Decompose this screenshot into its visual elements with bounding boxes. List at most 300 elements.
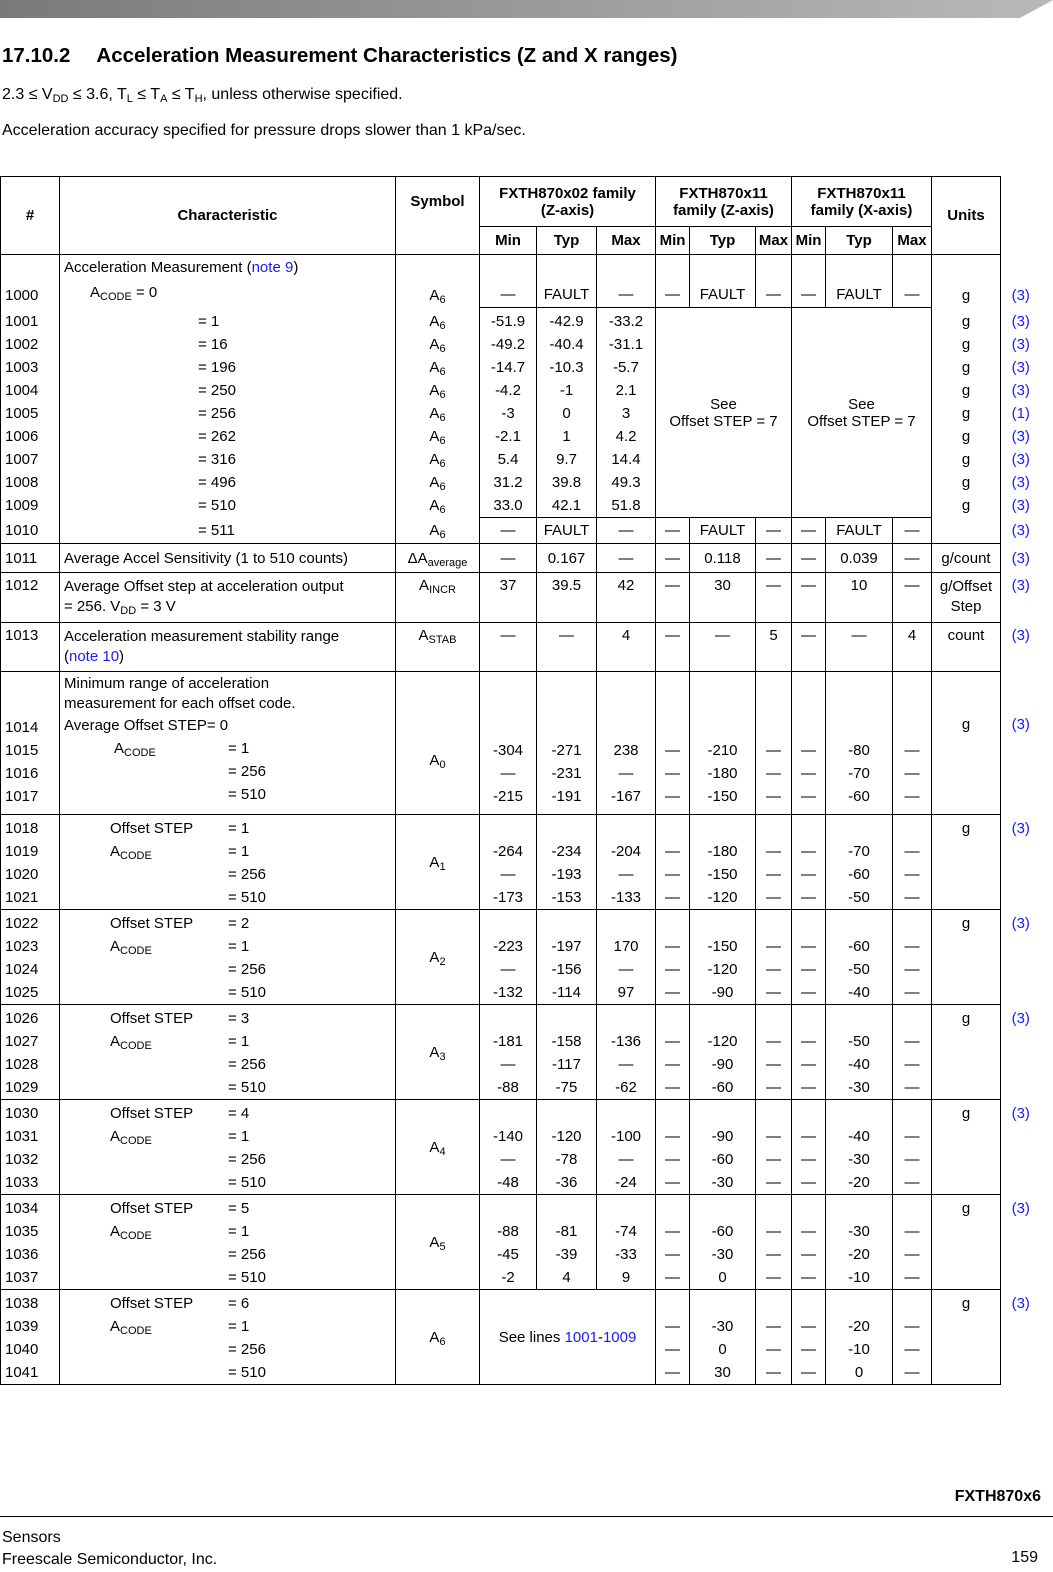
- text: A: [429, 948, 440, 966]
- characteristic: [60, 815, 396, 910]
- cell: = 250: [198, 381, 236, 399]
- text: = 5: [228, 1200, 250, 1217]
- cond-sub: DD: [52, 93, 69, 105]
- text: 6: [439, 293, 446, 306]
- cell: -60: [848, 866, 870, 883]
- row-number: 1040: [5, 1341, 39, 1358]
- cell: 51.8: [611, 497, 641, 514]
- cell: -33: [615, 1246, 637, 1263]
- text: 6: [439, 342, 446, 355]
- cell: -40: [848, 984, 870, 1001]
- cell: -90: [711, 1056, 734, 1073]
- max-col: [597, 672, 656, 815]
- cell: —: [766, 1151, 781, 1168]
- ref-link[interactable]: (3): [1011, 381, 1030, 399]
- text: A: [429, 381, 440, 399]
- ref-link[interactable]: (3): [1011, 1199, 1030, 1217]
- max-col: [893, 815, 932, 910]
- cell: —: [618, 1151, 634, 1168]
- cell: —: [904, 1151, 920, 1168]
- cell: 1001: [5, 312, 39, 330]
- cond-text: ≤ 3.6, T: [68, 86, 127, 103]
- cell: 1: [562, 428, 571, 445]
- cell: g: [961, 358, 971, 376]
- text: 6: [439, 1335, 446, 1348]
- max-col: [893, 1290, 932, 1385]
- cell: -191: [551, 788, 582, 805]
- cell: -60: [711, 1223, 734, 1240]
- header-min: Min: [792, 227, 826, 255]
- cond-text: 2.3 ≤ V: [2, 86, 53, 103]
- text: 0: [439, 759, 446, 771]
- text: 5: [439, 1240, 446, 1253]
- row-number: 1039: [5, 1318, 39, 1335]
- cell: —: [904, 1033, 920, 1050]
- text: CODE: [100, 291, 132, 303]
- ref-link[interactable]: (3): [1011, 312, 1030, 330]
- cell: 14.4: [611, 451, 641, 468]
- cell: 9.7: [556, 451, 577, 468]
- cell: 30: [714, 1364, 731, 1381]
- max-col: [756, 815, 792, 910]
- typ-col: [826, 1100, 893, 1195]
- characteristics-table: [0, 176, 1041, 1385]
- cell: -5.7: [613, 359, 639, 376]
- cell: —: [665, 866, 680, 883]
- offset-step: [60, 1102, 395, 1125]
- text: A: [110, 1128, 121, 1145]
- text: A: [418, 627, 429, 644]
- cell: —: [656, 573, 690, 623]
- cell: = 256: [198, 404, 236, 422]
- text: = 256. V: [64, 598, 121, 615]
- cell: —: [766, 742, 781, 759]
- see-offset-z: [656, 308, 792, 518]
- symbol: [396, 672, 480, 815]
- cell: -30: [711, 1246, 734, 1263]
- cell: 97: [617, 984, 635, 1001]
- text: A: [114, 740, 125, 757]
- text: A: [429, 335, 440, 353]
- cell: —: [480, 255, 537, 308]
- cell: —: [766, 866, 781, 883]
- text: CODE: [120, 945, 152, 957]
- code-block: [60, 935, 395, 1004]
- table-row-group: [1, 1195, 1041, 1290]
- symbol: [396, 910, 480, 1005]
- max-col: [893, 1005, 932, 1100]
- header-symbol: Symbol: [396, 177, 480, 227]
- unit: count: [932, 623, 1001, 672]
- cell: —: [618, 961, 634, 978]
- row-number: 1021: [5, 889, 39, 906]
- min-col: [792, 1100, 826, 1195]
- cell: —: [766, 843, 781, 860]
- row-number: 1036: [5, 1246, 39, 1263]
- row-number: 1034: [5, 1200, 39, 1217]
- cell: FAULT: [690, 255, 756, 308]
- text: ): [119, 648, 125, 665]
- symbol: [396, 1195, 480, 1290]
- cell: -215: [492, 788, 524, 805]
- cell: FAULT: [826, 255, 893, 308]
- cell: —: [766, 1174, 781, 1191]
- cell: -14.7: [490, 359, 526, 376]
- cell: —: [766, 1269, 781, 1286]
- header-max: Max: [597, 227, 656, 255]
- text: = 510: [228, 1364, 266, 1381]
- cell: —: [656, 255, 690, 308]
- characteristic: [60, 623, 396, 672]
- ref-link[interactable]: (3): [1011, 914, 1030, 932]
- text: = 4: [228, 1105, 250, 1122]
- header-typ: Typ: [690, 227, 756, 255]
- cond-sub: L: [126, 93, 133, 105]
- cell: —: [500, 866, 516, 883]
- row-number: 1033: [5, 1174, 39, 1191]
- cell: = 16: [198, 335, 228, 353]
- cell: —: [904, 1269, 920, 1286]
- cell: -40: [848, 1128, 870, 1145]
- min-col: [656, 1005, 690, 1100]
- cell: -234: [551, 843, 582, 860]
- min-col: [792, 1290, 826, 1385]
- max-col: [893, 1100, 932, 1195]
- text: Offset STEP = 7: [807, 412, 916, 430]
- text: DD: [120, 605, 137, 617]
- cell: —: [766, 788, 781, 805]
- note-10-link[interactable]: note 10: [69, 648, 120, 665]
- cell: —: [665, 984, 680, 1001]
- text: CODE: [120, 1135, 152, 1147]
- table-row: [1, 518, 1041, 544]
- symbol: [396, 310, 479, 333]
- row-number: 1010: [1, 518, 60, 544]
- cell: —: [618, 765, 634, 782]
- cell: -10: [848, 1341, 870, 1358]
- accuracy-note: Acceleration accuracy specified for pressure drops slower than 1 kPa/sec.: [2, 122, 526, 139]
- text: g/Offset: [939, 578, 993, 595]
- cell: -75: [555, 1079, 578, 1096]
- cell: —: [665, 1151, 680, 1168]
- cell: = 510: [198, 496, 236, 514]
- acode-label: [60, 935, 152, 958]
- text: = 3 V: [136, 598, 176, 615]
- ref-link[interactable]: (3): [1011, 450, 1030, 468]
- characteristic: [60, 1290, 396, 1385]
- text: 6: [439, 319, 446, 332]
- cell: g: [961, 381, 971, 399]
- text: = 1: [228, 843, 250, 860]
- cell: -50: [848, 889, 870, 906]
- text: A: [429, 496, 440, 514]
- unit: g: [932, 815, 1001, 910]
- cond-text: , unless otherwise specified.: [202, 86, 403, 103]
- row-number: 1015: [5, 742, 39, 759]
- cell: —: [500, 765, 516, 782]
- ref-link[interactable]: (3): [1011, 819, 1030, 837]
- table-row-group: [1, 1005, 1041, 1100]
- code-block: [60, 840, 395, 909]
- cell: —: [801, 843, 816, 860]
- text: Offset STEP: [110, 1295, 194, 1312]
- cell: g: [961, 450, 971, 468]
- cell: 49.3: [611, 474, 641, 491]
- ref-link[interactable]: (3): [1011, 335, 1030, 353]
- cell: —: [665, 1341, 680, 1358]
- cell: -193: [551, 866, 582, 883]
- cell: —: [801, 1364, 816, 1381]
- cell: —: [801, 788, 816, 805]
- ref-link[interactable]: (1): [1011, 404, 1030, 422]
- cell: -49.2: [490, 336, 526, 353]
- cell: -80: [848, 742, 870, 759]
- text: A: [419, 577, 430, 594]
- text: Offset STEP: [110, 1010, 194, 1027]
- top-decorative-bar: [0, 0, 1053, 18]
- cell: -271: [551, 742, 582, 759]
- code-block: [60, 1315, 395, 1384]
- cell: —: [904, 742, 920, 759]
- cell: -153: [551, 889, 582, 906]
- cell: —: [766, 889, 781, 906]
- cell: —: [893, 544, 932, 573]
- footer-divider: [0, 1516, 1053, 1517]
- text: A: [110, 843, 121, 860]
- cell: —: [480, 623, 537, 672]
- text: A: [429, 1043, 440, 1061]
- text: Average Offset STEP= 0: [64, 717, 229, 734]
- characteristic: [60, 1195, 396, 1290]
- cell: —: [766, 1033, 781, 1050]
- min-col: [480, 308, 537, 518]
- cell: —: [665, 1128, 680, 1145]
- row-number: 1023: [5, 938, 39, 955]
- ref-link[interactable]: (3): [1011, 576, 1030, 594]
- ref-link[interactable]: (3): [1011, 286, 1030, 304]
- cell: —: [801, 938, 816, 955]
- text: = 0: [131, 284, 158, 301]
- typ-col: [826, 1290, 893, 1385]
- typ-col: [826, 672, 893, 815]
- symbol: [396, 471, 479, 494]
- text: A: [110, 1033, 121, 1050]
- text: 4: [439, 1145, 446, 1158]
- cell: 1003: [5, 358, 39, 376]
- text: 6: [439, 365, 446, 378]
- cell: -30: [711, 1174, 734, 1191]
- table-row: [1, 255, 1041, 308]
- cell: -136: [610, 1033, 642, 1050]
- text: A: [110, 1223, 121, 1240]
- text: = 256: [228, 1341, 266, 1358]
- unit: g: [932, 1195, 1001, 1290]
- ref-link[interactable]: (3): [1011, 1294, 1030, 1312]
- cell: —: [597, 518, 656, 544]
- symbols: [396, 308, 480, 518]
- cell: —: [656, 623, 690, 672]
- min-col: [656, 815, 690, 910]
- see-offset-x: [792, 308, 932, 518]
- block-title: [64, 255, 395, 280]
- ref-link[interactable]: (3): [1011, 626, 1030, 644]
- offset-step: [60, 912, 395, 935]
- cell: -30: [711, 1318, 734, 1335]
- cell: 238: [613, 742, 639, 759]
- code-block: [64, 737, 395, 806]
- cell: -40.4: [549, 336, 584, 353]
- ref-link[interactable]: (3): [1011, 1009, 1030, 1027]
- text: = 2: [228, 915, 250, 932]
- typ-col: [690, 672, 756, 815]
- line-1009-link[interactable]: 1009: [602, 1328, 637, 1346]
- cell: —: [801, 1079, 816, 1096]
- text: A: [429, 1328, 440, 1346]
- min-col: [656, 1195, 690, 1290]
- cell: —: [766, 1364, 781, 1381]
- ref-link[interactable]: (3): [1011, 522, 1030, 539]
- cell: —: [766, 984, 781, 1001]
- text: A: [429, 1138, 440, 1156]
- header-units: Units: [932, 177, 1001, 255]
- section-heading: [2, 44, 677, 68]
- cell: 42.1: [551, 497, 582, 514]
- cell: -40: [848, 1056, 870, 1073]
- header-group-3: FXTH870x11 family (X-axis): [792, 177, 932, 227]
- cell: 0: [718, 1269, 727, 1286]
- min-col: [792, 1005, 826, 1100]
- cell: -20: [848, 1246, 870, 1263]
- cell: —: [904, 765, 920, 782]
- typ-col: [537, 815, 597, 910]
- text: measurement for each offset code.: [64, 695, 296, 712]
- refs[interactable]: [1001, 308, 1041, 518]
- cell: -3: [501, 405, 515, 422]
- cell: —: [792, 518, 826, 544]
- cell: —: [756, 573, 792, 623]
- cell: 1002: [5, 335, 39, 353]
- cell: —: [665, 1033, 680, 1050]
- text: = 256: [228, 1056, 266, 1073]
- header-max: Max: [893, 227, 932, 255]
- max-col: [756, 1005, 792, 1100]
- cell: -181: [492, 1033, 524, 1050]
- max-col: [893, 1195, 932, 1290]
- row-numbers: [1, 308, 60, 518]
- cell: —: [904, 843, 920, 860]
- text: CODE: [124, 747, 156, 759]
- text: A: [429, 1233, 440, 1251]
- text: 6: [439, 457, 446, 470]
- cell: —: [500, 1056, 516, 1073]
- text: A: [429, 286, 440, 304]
- cell: FAULT: [537, 518, 597, 544]
- text: A: [429, 312, 440, 330]
- cell: —: [893, 255, 932, 308]
- text: = 6: [228, 1295, 250, 1312]
- cell: —: [665, 843, 680, 860]
- text: = 1: [228, 938, 250, 955]
- row-numbers: [1, 1100, 60, 1195]
- text: INCR: [429, 584, 456, 596]
- cell: —: [665, 788, 680, 805]
- characteristic: Average Accel Sensitivity (1 to 510 counts): [60, 544, 396, 573]
- ref-link[interactable]: (3): [1011, 473, 1030, 491]
- text: A: [90, 284, 101, 301]
- row-number: 1038: [5, 1295, 39, 1312]
- cell: -30: [848, 1223, 870, 1240]
- cell: —: [801, 1246, 816, 1263]
- text: CODE: [120, 1040, 152, 1052]
- min-col: [656, 910, 690, 1005]
- max-col: [597, 815, 656, 910]
- text: CODE: [120, 1325, 152, 1337]
- cell: —: [665, 938, 680, 955]
- text: = 1: [228, 820, 250, 837]
- cell: -150: [707, 938, 738, 955]
- text: [64, 647, 395, 667]
- text: = 1: [228, 740, 250, 757]
- ref-link[interactable]: (3): [1011, 715, 1030, 733]
- min-col: [792, 910, 826, 1005]
- cell: -90: [711, 984, 734, 1001]
- cell: -120: [551, 1128, 582, 1145]
- ref-link[interactable]: (3): [1011, 549, 1030, 567]
- row-numbers: [1, 1290, 60, 1385]
- cell: -120: [707, 961, 738, 978]
- doc-name: FXTH870x6: [954, 1488, 1041, 1505]
- table-row: [1, 308, 1041, 518]
- cell: —: [766, 938, 781, 955]
- text: 2: [439, 955, 446, 968]
- typ-col: [690, 815, 756, 910]
- ref-link[interactable]: (3): [1011, 1104, 1030, 1122]
- section-title: Acceleration Measurement Characteristics (Z and X ranges): [96, 44, 678, 67]
- cell: -173: [492, 889, 524, 906]
- cell: = 262: [198, 427, 236, 445]
- cell: -31.1: [608, 336, 644, 353]
- text: = 3: [228, 1010, 250, 1027]
- min-col: [480, 1195, 537, 1290]
- text: Average Offset step at acceleration output: [64, 578, 344, 595]
- cell: —: [801, 961, 816, 978]
- cell: —: [766, 1318, 781, 1335]
- text: average: [427, 556, 468, 569]
- cell: —: [904, 1223, 920, 1240]
- ref-link[interactable]: (3): [1011, 358, 1030, 376]
- cell: -60: [848, 938, 870, 955]
- cell: -120: [707, 1033, 738, 1050]
- row-number: 1013: [1, 623, 60, 672]
- row-number: 1037: [5, 1269, 39, 1286]
- ref-link[interactable]: (3): [1011, 427, 1030, 445]
- cell: -51.9: [490, 313, 526, 330]
- acode-label: [60, 1030, 152, 1053]
- table-row-group: [1, 910, 1041, 1005]
- cell: -74: [615, 1223, 637, 1240]
- cell: -167: [610, 788, 642, 805]
- cell: 0: [562, 405, 571, 422]
- typ-col: [690, 1195, 756, 1290]
- line-1001-link[interactable]: 1001: [564, 1328, 598, 1346]
- text: A: [429, 521, 440, 539]
- cell: 37: [480, 573, 537, 623]
- text: [64, 597, 395, 617]
- note-9-link[interactable]: note 9: [251, 259, 294, 276]
- offset-step: [60, 817, 395, 840]
- ref-link[interactable]: (3): [1011, 496, 1030, 514]
- cell: —: [766, 765, 781, 782]
